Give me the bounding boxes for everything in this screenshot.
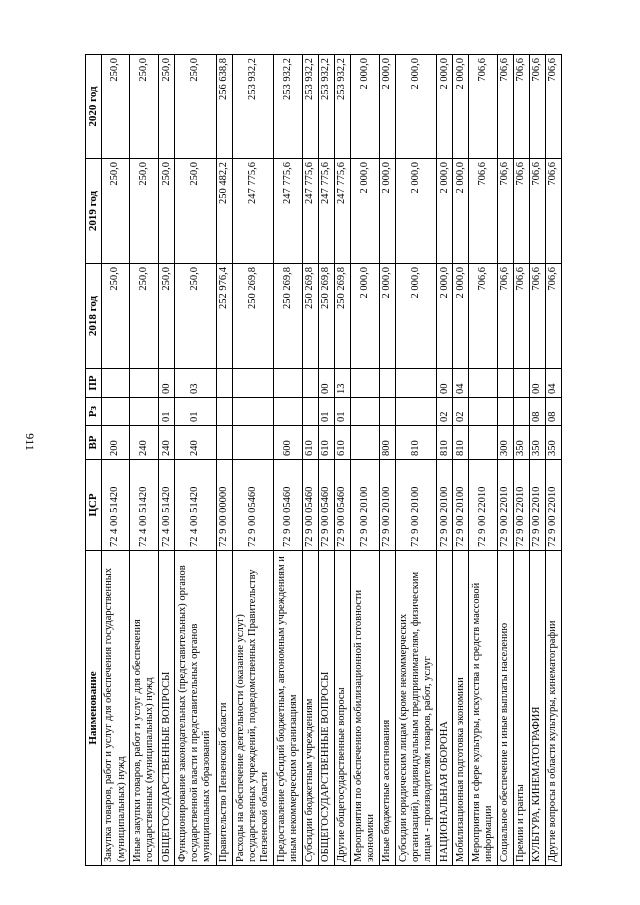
cell-name: Иные закупки товаров, работ и услуг для обеспечения государственных (муниципальных) нужд bbox=[130, 551, 159, 866]
header-csr: ЦСР bbox=[86, 460, 102, 551]
table-row bbox=[469, 55, 498, 866]
cell-name: Субсидии юридическим лицам (кроме некоммерческих организаций), индивидуальным предпринимателям, физическим лицам - производителям товаров, работ, услуг bbox=[395, 551, 437, 866]
cell-2020: 706,6 bbox=[545, 55, 561, 159]
cell-2019: 250,0 bbox=[130, 159, 159, 264]
table-body bbox=[101, 55, 561, 866]
cell-pr: 04 bbox=[453, 369, 469, 398]
cell-pr bbox=[350, 369, 379, 398]
cell-vr: 810 bbox=[453, 426, 469, 460]
cell-csr: 72 4 00 51420 bbox=[101, 460, 130, 551]
table-row bbox=[175, 55, 217, 866]
cell-2018: 250 269,8 bbox=[318, 264, 334, 369]
header-row bbox=[86, 55, 102, 866]
cell-2018: 250 269,8 bbox=[232, 264, 274, 369]
cell-csr: 72 9 00 20100 bbox=[379, 460, 395, 551]
cell-2019: 250,0 bbox=[159, 159, 175, 264]
cell-pr bbox=[101, 369, 130, 398]
cell-pr bbox=[303, 369, 319, 398]
cell-name: ОБЩЕГОСУДАРСТВЕННЫЕ ВОПРОСЫ bbox=[159, 551, 175, 866]
cell-name: Мероприятия по обеспечению мобилизационной готовности экономики bbox=[350, 551, 379, 866]
cell-name: Расходы на обеспечение деятельности (оказание услуг) государственных учреждений, подведомственных Правительству Пензенской области bbox=[232, 551, 274, 866]
header-2020: 2020 год bbox=[86, 55, 102, 159]
cell-2018: 706,6 bbox=[497, 264, 513, 369]
cell-vr: 300 bbox=[497, 426, 513, 460]
cell-2020: 253 932,2 bbox=[318, 55, 334, 159]
cell-2019: 247 775,6 bbox=[334, 159, 350, 264]
header-2018: 2018 год bbox=[86, 264, 102, 369]
cell-csr: 72 9 00 05460 bbox=[303, 460, 319, 551]
cell-vr: 240 bbox=[159, 426, 175, 460]
cell-2020: 250,0 bbox=[175, 55, 217, 159]
cell-2018: 2 000,0 bbox=[453, 264, 469, 369]
rotated-table-area bbox=[85, 55, 562, 866]
cell-2018: 250,0 bbox=[101, 264, 130, 369]
table-row bbox=[101, 55, 130, 866]
cell-vr: 240 bbox=[130, 426, 159, 460]
cell-vr: 600 bbox=[274, 426, 303, 460]
table-row bbox=[159, 55, 175, 866]
cell-2018: 252 976,4 bbox=[216, 264, 232, 369]
cell-pr bbox=[379, 369, 395, 398]
cell-2019: 250,0 bbox=[101, 159, 130, 264]
cell-2019: 706,6 bbox=[513, 159, 529, 264]
cell-name: Мероприятия в сфере культуры, искусства и средств массовой информации bbox=[469, 551, 498, 866]
cell-2019: 250 482,2 bbox=[216, 159, 232, 264]
table-row bbox=[437, 55, 453, 866]
cell-pr bbox=[232, 369, 274, 398]
cell-2020: 706,6 bbox=[497, 55, 513, 159]
cell-rz: 01 bbox=[334, 398, 350, 426]
cell-2020: 2 000,0 bbox=[395, 55, 437, 159]
cell-2019: 250,0 bbox=[175, 159, 217, 264]
table-row bbox=[274, 55, 303, 866]
cell-vr: 810 bbox=[437, 426, 453, 460]
cell-rz bbox=[379, 398, 395, 426]
cell-vr: 350 bbox=[545, 426, 561, 460]
cell-2020: 250,0 bbox=[101, 55, 130, 159]
cell-2020: 706,6 bbox=[513, 55, 529, 159]
cell-2019: 247 775,6 bbox=[318, 159, 334, 264]
cell-vr: 810 bbox=[395, 426, 437, 460]
cell-rz bbox=[101, 398, 130, 426]
cell-csr: 72 9 00 22010 bbox=[529, 460, 545, 551]
cell-2019: 2 000,0 bbox=[395, 159, 437, 264]
cell-2020: 253 932,2 bbox=[274, 55, 303, 159]
cell-2019: 247 775,6 bbox=[232, 159, 274, 264]
table-row bbox=[497, 55, 513, 866]
cell-rz: 02 bbox=[437, 398, 453, 426]
cell-2020: 253 932,2 bbox=[232, 55, 274, 159]
cell-2018: 706,6 bbox=[513, 264, 529, 369]
cell-vr: 350 bbox=[529, 426, 545, 460]
cell-rz bbox=[350, 398, 379, 426]
table-row bbox=[318, 55, 334, 866]
cell-2020: 2 000,0 bbox=[350, 55, 379, 159]
cell-name: Закупка товаров, работ и услуг для обеспечения государственных (муниципальных) нужд bbox=[101, 551, 130, 866]
header-2019: 2019 год bbox=[86, 159, 102, 264]
cell-rz bbox=[395, 398, 437, 426]
cell-2020: 706,6 bbox=[529, 55, 545, 159]
cell-csr: 72 4 00 51420 bbox=[130, 460, 159, 551]
cell-vr: 350 bbox=[513, 426, 529, 460]
table-container bbox=[85, 55, 562, 866]
cell-csr: 72 9 00 20100 bbox=[453, 460, 469, 551]
cell-name: Функционирование законодательных (представительных) органов государственной власти и представительных органов муниципальных образований bbox=[175, 551, 217, 866]
cell-2020: 253 932,2 bbox=[334, 55, 350, 159]
cell-rz bbox=[130, 398, 159, 426]
table-row bbox=[130, 55, 159, 866]
cell-pr bbox=[130, 369, 159, 398]
cell-vr: 610 bbox=[303, 426, 319, 460]
cell-2018: 2 000,0 bbox=[395, 264, 437, 369]
cell-rz bbox=[497, 398, 513, 426]
cell-name: Другие вопросы в области культуры, кинематографии bbox=[545, 551, 561, 866]
cell-csr: 72 9 00 22010 bbox=[497, 460, 513, 551]
cell-name: КУЛЬТУРА, КИНЕМАТОГРАФИЯ bbox=[529, 551, 545, 866]
cell-vr: 240 bbox=[175, 426, 217, 460]
cell-2019: 2 000,0 bbox=[379, 159, 395, 264]
cell-name: Иные бюджетные ассигнования bbox=[379, 551, 395, 866]
cell-pr: 00 bbox=[318, 369, 334, 398]
cell-2019: 2 000,0 bbox=[453, 159, 469, 264]
cell-csr: 72 9 00 00000 bbox=[216, 460, 232, 551]
cell-2019: 706,6 bbox=[497, 159, 513, 264]
cell-pr bbox=[274, 369, 303, 398]
cell-2018: 250,0 bbox=[130, 264, 159, 369]
cell-rz bbox=[274, 398, 303, 426]
cell-csr: 72 9 00 05460 bbox=[274, 460, 303, 551]
cell-pr: 00 bbox=[437, 369, 453, 398]
cell-name: Социальное обеспечение и иные выплаты населению bbox=[497, 551, 513, 866]
cell-name: Премии и гранты bbox=[513, 551, 529, 866]
cell-csr: 72 4 00 51420 bbox=[175, 460, 217, 551]
cell-rz bbox=[216, 398, 232, 426]
cell-2018: 2 000,0 bbox=[437, 264, 453, 369]
cell-2018: 706,6 bbox=[469, 264, 498, 369]
cell-pr bbox=[513, 369, 529, 398]
cell-csr: 72 9 00 22010 bbox=[469, 460, 498, 551]
cell-name: НАЦИОНАЛЬНАЯ ОБОРОНА bbox=[437, 551, 453, 866]
cell-2018: 250,0 bbox=[175, 264, 217, 369]
header-name: Наименование bbox=[86, 551, 102, 866]
cell-rz: 01 bbox=[318, 398, 334, 426]
cell-csr: 72 9 00 22010 bbox=[545, 460, 561, 551]
cell-2019: 2 000,0 bbox=[350, 159, 379, 264]
cell-rz: 08 bbox=[545, 398, 561, 426]
cell-2020: 250,0 bbox=[159, 55, 175, 159]
cell-name: ОБЩЕГОСУДАРСТВЕННЫЕ ВОПРОСЫ bbox=[318, 551, 334, 866]
table-row bbox=[216, 55, 232, 866]
cell-name: Правительство Пензенской области bbox=[216, 551, 232, 866]
cell-name: Субсидии бюджетным учреждениям bbox=[303, 551, 319, 866]
cell-pr: 00 bbox=[159, 369, 175, 398]
table-row bbox=[513, 55, 529, 866]
cell-2018: 2 000,0 bbox=[379, 264, 395, 369]
cell-pr bbox=[216, 369, 232, 398]
cell-2018: 706,6 bbox=[545, 264, 561, 369]
table-row bbox=[303, 55, 319, 866]
cell-2018: 250 269,8 bbox=[303, 264, 319, 369]
cell-pr: 00 bbox=[529, 369, 545, 398]
header-rz: Рз bbox=[86, 398, 102, 426]
cell-2018: 706,6 bbox=[529, 264, 545, 369]
cell-vr: 610 bbox=[334, 426, 350, 460]
cell-rz bbox=[303, 398, 319, 426]
budget-table bbox=[85, 54, 562, 866]
table-row bbox=[379, 55, 395, 866]
cell-rz: 01 bbox=[159, 398, 175, 426]
cell-name: Другие общегосударственные вопросы bbox=[334, 551, 350, 866]
cell-name: Предоставление субсидий бюджетным, автономным учреждениям и иным некоммерческим организациям bbox=[274, 551, 303, 866]
cell-name: Мобилизационная подготовка экономики bbox=[453, 551, 469, 866]
cell-vr: 610 bbox=[318, 426, 334, 460]
cell-rz bbox=[513, 398, 529, 426]
cell-2020: 2 000,0 bbox=[453, 55, 469, 159]
cell-2020: 253 932,2 bbox=[303, 55, 319, 159]
cell-csr: 72 9 00 20100 bbox=[437, 460, 453, 551]
cell-2018: 250 269,8 bbox=[334, 264, 350, 369]
table-row bbox=[334, 55, 350, 866]
cell-rz: 01 bbox=[175, 398, 217, 426]
cell-2019: 2 000,0 bbox=[437, 159, 453, 264]
cell-csr: 72 9 00 05460 bbox=[232, 460, 274, 551]
cell-csr: 72 9 00 05460 bbox=[334, 460, 350, 551]
cell-vr: 800 bbox=[379, 426, 395, 460]
header-vr: ВР bbox=[86, 426, 102, 460]
cell-2020: 706,6 bbox=[469, 55, 498, 159]
table-row bbox=[453, 55, 469, 866]
cell-vr bbox=[216, 426, 232, 460]
page-number: 911 bbox=[23, 433, 38, 451]
cell-vr: 200 bbox=[101, 426, 130, 460]
table-row bbox=[232, 55, 274, 866]
table-row bbox=[545, 55, 561, 866]
header-pr: ПР bbox=[86, 369, 102, 398]
table-row bbox=[529, 55, 545, 866]
cell-pr bbox=[497, 369, 513, 398]
cell-2020: 256 638,8 bbox=[216, 55, 232, 159]
cell-rz bbox=[232, 398, 274, 426]
cell-vr bbox=[350, 426, 379, 460]
cell-csr: 72 9 00 05460 bbox=[318, 460, 334, 551]
cell-2019: 247 775,6 bbox=[274, 159, 303, 264]
cell-2019: 706,6 bbox=[529, 159, 545, 264]
table-row bbox=[350, 55, 379, 866]
cell-rz: 02 bbox=[453, 398, 469, 426]
cell-2019: 706,6 bbox=[545, 159, 561, 264]
cell-pr bbox=[469, 369, 498, 398]
cell-csr: 72 9 00 20100 bbox=[395, 460, 437, 551]
cell-vr bbox=[469, 426, 498, 460]
cell-csr: 72 4 00 51420 bbox=[159, 460, 175, 551]
cell-2020: 250,0 bbox=[130, 55, 159, 159]
cell-pr: 13 bbox=[334, 369, 350, 398]
cell-2019: 706,6 bbox=[469, 159, 498, 264]
cell-rz: 08 bbox=[529, 398, 545, 426]
cell-2018: 250,0 bbox=[159, 264, 175, 369]
cell-pr: 04 bbox=[545, 369, 561, 398]
table-row bbox=[395, 55, 437, 866]
cell-pr: 03 bbox=[175, 369, 217, 398]
cell-2018: 2 000,0 bbox=[350, 264, 379, 369]
cell-vr bbox=[232, 426, 274, 460]
cell-2020: 2 000,0 bbox=[437, 55, 453, 159]
cell-csr: 72 9 00 20100 bbox=[350, 460, 379, 551]
cell-2020: 2 000,0 bbox=[379, 55, 395, 159]
cell-2019: 247 775,6 bbox=[303, 159, 319, 264]
cell-2018: 250 269,8 bbox=[274, 264, 303, 369]
cell-pr bbox=[395, 369, 437, 398]
cell-rz bbox=[469, 398, 498, 426]
cell-csr: 72 9 00 22010 bbox=[513, 460, 529, 551]
